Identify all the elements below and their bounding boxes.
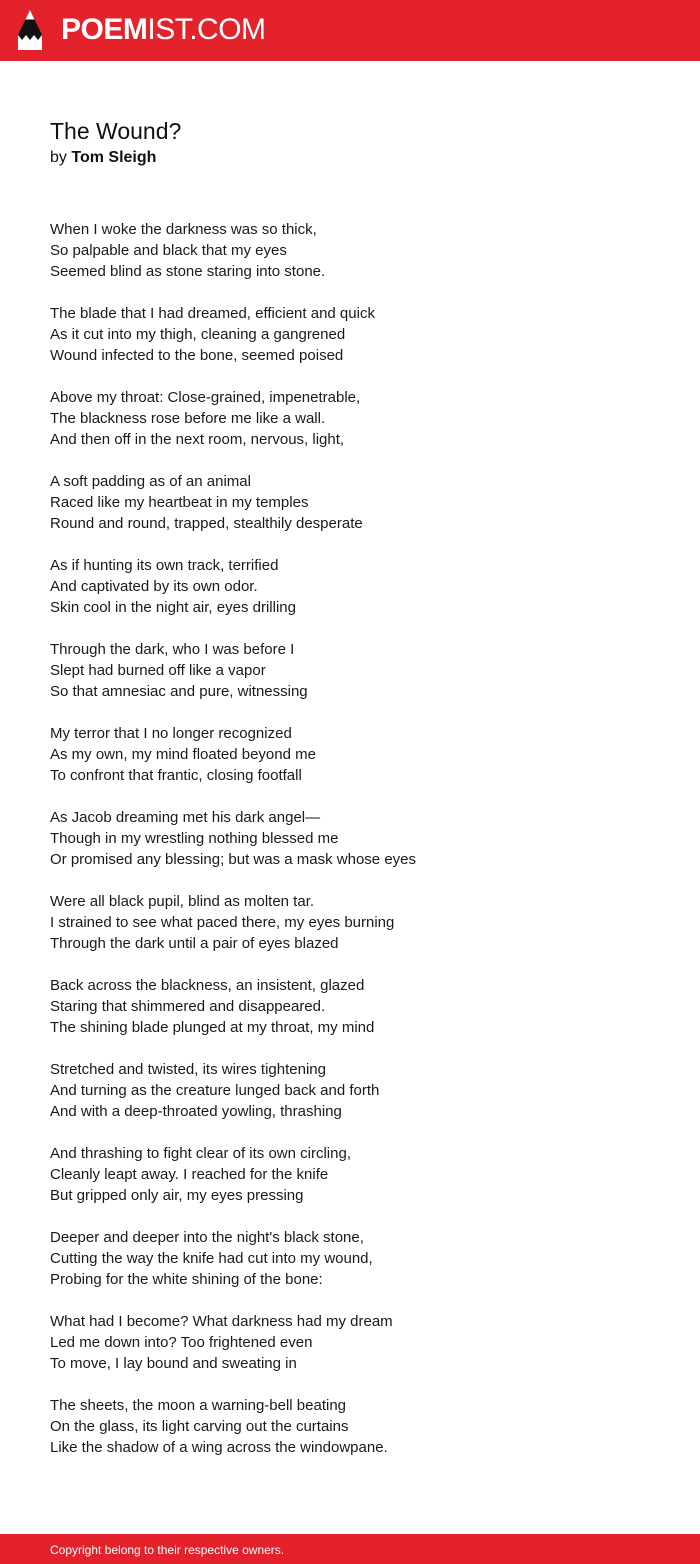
stanza xyxy=(50,555,670,618)
stanza xyxy=(50,219,670,282)
poem-body xyxy=(50,219,670,1479)
poem-title: The Wound? xyxy=(50,118,182,144)
poem-line: Round and round, trapped, stealthily desperate xyxy=(50,515,363,532)
poem-line: As my own, my mind floated beyond me xyxy=(50,746,316,763)
stanza xyxy=(50,1143,670,1206)
stanza xyxy=(50,891,670,954)
poem-line: Stretched and twisted, its wires tightening xyxy=(50,1061,326,1078)
poem-line: Wound infected to the bone, seemed poised xyxy=(50,347,344,364)
poem-line: So palpable and black that my eyes xyxy=(50,242,287,259)
logo-text xyxy=(61,9,266,51)
poem-line: Slept had burned off like a vapor xyxy=(50,662,266,679)
poem-line: Through the dark, who I was before I xyxy=(50,641,295,658)
poem-line: Through the dark until a pair of eyes blazed xyxy=(50,935,339,952)
poem-line: Back across the blackness, an insistent, glazed xyxy=(50,977,365,994)
poem-line: To confront that frantic, closing footfall xyxy=(50,767,302,784)
poem-line: And thrashing to fight clear of its own circling, xyxy=(50,1145,351,1162)
poem-line: Were all black pupil, blind as molten tar. xyxy=(50,893,315,910)
stanza xyxy=(50,1059,670,1122)
poem-line: Or promised any blessing; but was a mask whose eyes xyxy=(50,851,416,868)
stanza xyxy=(50,471,670,534)
site-header xyxy=(0,0,700,61)
stanza xyxy=(50,1395,670,1458)
site-logo[interactable] xyxy=(17,9,266,51)
poem-line: Above my throat: Close-grained, impenetrable, xyxy=(50,389,361,406)
poem-line: Led me down into? Too frightened even xyxy=(50,1334,313,1351)
site-footer xyxy=(0,1534,700,1564)
stanza xyxy=(50,975,670,1038)
stanza xyxy=(50,807,670,870)
poem-line: And turning as the creature lunged back and forth xyxy=(50,1082,380,1099)
poem-line: Though in my wrestling nothing blessed me xyxy=(50,830,339,847)
author-name: Tom Sleigh xyxy=(71,149,157,166)
poem-line: Raced like my heartbeat in my temples xyxy=(50,494,309,511)
poem-line: To move, I lay bound and sweating in xyxy=(50,1355,297,1372)
poem-line: Skin cool in the night air, eyes drilling xyxy=(50,599,296,616)
poem-line: So that amnesiac and pure, witnessing xyxy=(50,683,308,700)
poem-line: Like the shadow of a wing across the windowpane. xyxy=(50,1439,388,1456)
poem-line: The blackness rose before me like a wall. xyxy=(50,410,326,427)
poem-header xyxy=(50,115,650,169)
byline xyxy=(50,147,650,169)
logo-text-light: IST.COM xyxy=(147,13,266,46)
poem-line: But gripped only air, my eyes pressing xyxy=(50,1187,304,1204)
poem-line: As it cut into my thigh, cleaning a gangrened xyxy=(50,326,346,343)
poem-line: I strained to see what paced there, my eyes burning xyxy=(50,914,395,931)
poem-line: Cutting the way the knife had cut into my wound, xyxy=(50,1250,373,1267)
poem-line: The shining blade plunged at my throat, my mind xyxy=(50,1019,375,1036)
poem-line: My terror that I no longer recognized xyxy=(50,725,292,742)
poem-line: A soft padding as of an animal xyxy=(50,473,251,490)
poem-line: What had I become? What darkness had my dream xyxy=(50,1313,393,1330)
stanza xyxy=(50,1227,670,1290)
copyright-text: Copyright belong to their respective owners. xyxy=(50,1543,285,1557)
poem-line: When I woke the darkness was so thick, xyxy=(50,221,317,238)
poem-line: The blade that I had dreamed, efficient and quick xyxy=(50,305,375,322)
poem-line: Seemed blind as stone staring into stone. xyxy=(50,263,326,280)
by-label: by xyxy=(50,149,67,166)
poem-line: Probing for the white shining of the bone: xyxy=(50,1271,323,1288)
stanza xyxy=(50,723,670,786)
poem-line: As Jacob dreaming met his dark angel— xyxy=(50,809,321,826)
poem-line: Cleanly leapt away. I reached for the knife xyxy=(50,1166,329,1183)
logo-text-bold: POEM xyxy=(61,13,148,46)
poem-line: The sheets, the moon a warning-bell beating xyxy=(50,1397,347,1414)
stanza xyxy=(50,303,670,366)
pencil-icon xyxy=(17,9,43,51)
poem-line: On the glass, its light carving out the curtains xyxy=(50,1418,349,1435)
poem-line: And captivated by its own odor. xyxy=(50,578,258,595)
poem-line: Staring that shimmered and disappeared. xyxy=(50,998,326,1015)
stanza xyxy=(50,639,670,702)
poem-line: And then off in the next room, nervous, light, xyxy=(50,431,345,448)
poem-line: Deeper and deeper into the night's black stone, xyxy=(50,1229,364,1246)
stanza xyxy=(50,387,670,450)
stanza xyxy=(50,1311,670,1374)
poem-line: As if hunting its own track, terrified xyxy=(50,557,279,574)
poem-line: And with a deep-throated yowling, thrashing xyxy=(50,1103,342,1120)
